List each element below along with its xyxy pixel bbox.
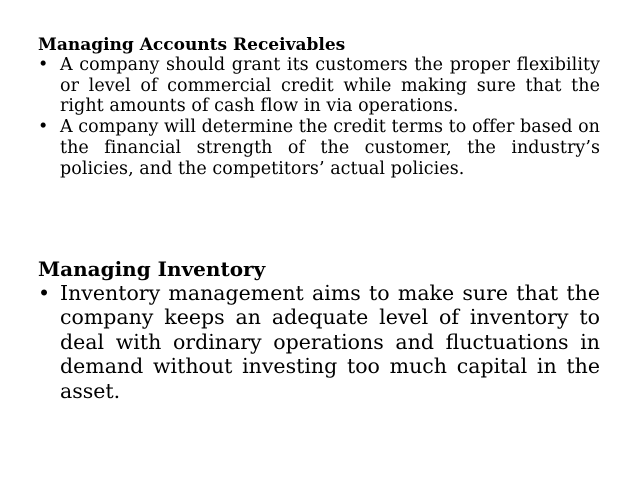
bullet-list <box>38 55 600 179</box>
section-inventory <box>38 257 600 403</box>
section-heading-inventory: Managing Inventory <box>38 257 266 281</box>
list-item <box>38 117 600 179</box>
list-item <box>38 281 600 403</box>
bullet-text: A company will determine the credit terms to offer based on the financial strength of the customer, the industry’s policies, and the competitors’ actual policies. <box>60 117 600 179</box>
bullet-icon: • <box>38 55 49 75</box>
section-accounts-receivables <box>38 35 600 179</box>
bullet-text: A company should grant its customers the proper flexibility or level of commercial credit while making sure that the right amounts of cash flow in via operations. <box>60 55 600 117</box>
bullet-text: Inventory management aims to make sure that the company keeps an adequate level of inventory to deal with ordinary operations and fluctuations in demand without investing too much capital in the asset. <box>60 281 600 403</box>
bullet-icon: • <box>38 117 49 138</box>
section-heading-accounts-receivables: Managing Accounts Receivables <box>38 35 346 55</box>
list-item <box>38 55 600 117</box>
bullet-list <box>38 281 600 403</box>
bullet-icon: • <box>38 281 51 305</box>
